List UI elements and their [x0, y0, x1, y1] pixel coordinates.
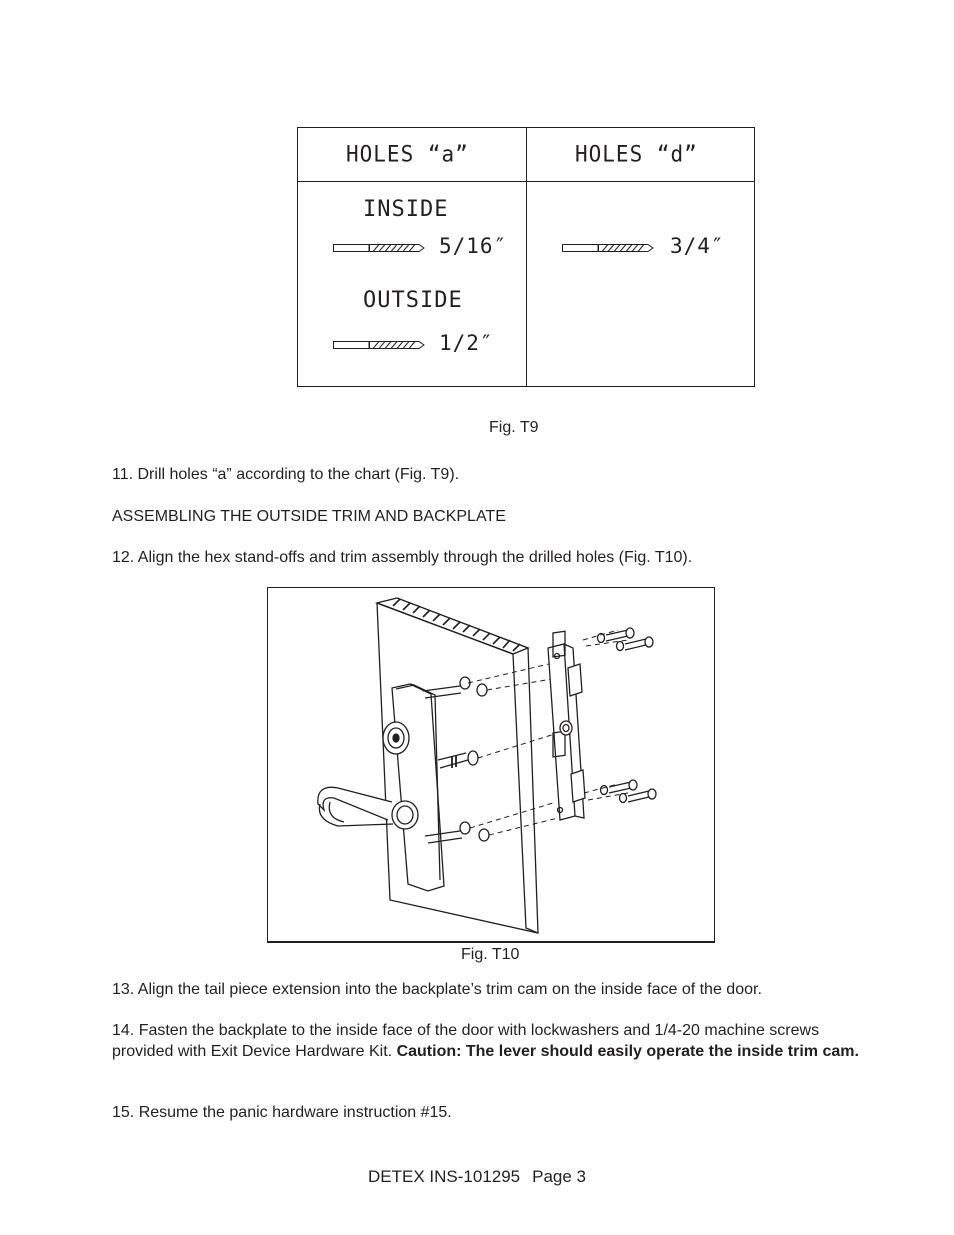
section-heading: ASSEMBLING THE OUTSIDE TRIM AND BACKPLATE	[112, 508, 506, 525]
fig-t9-caption: Fig. T9	[489, 419, 539, 436]
step-15: 15. Resume the panic hardware instruction #15.	[112, 1104, 452, 1121]
footer-doc-id: DETEX INS-101295	[367, 1167, 521, 1186]
fig-t10-illustration	[267, 587, 715, 943]
drill-bit-icon	[333, 339, 425, 351]
step-13: 13. Align the tail piece extension into the backplate’s trim cam on the inside face of the door.	[112, 981, 762, 998]
drill-chart	[297, 127, 755, 387]
fig-t10-caption: Fig. T10	[461, 946, 520, 963]
step-12: 12. Align the hex stand-offs and trim assembly through the drilled holes (Fig. T10).	[112, 549, 693, 566]
inside-label: INSIDE	[363, 197, 449, 222]
step-14-text: 14. Fasten the backplate to the inside face of the door with lockwashers and 1/4-20 machine screws provided with Exit Device Hardware Kit.	[112, 1022, 820, 1060]
door-trim-assembly-drawing	[268, 588, 714, 941]
drill-bit-icon	[333, 242, 425, 254]
outside-label: OUTSIDE	[363, 288, 463, 313]
holes-a-header: HOLES “a”	[346, 141, 469, 167]
outside-drill-size: 1/2″	[439, 331, 494, 355]
chart-column-divider	[526, 128, 527, 386]
step-14	[112, 1021, 862, 1062]
chart-header-divider	[298, 181, 754, 182]
page-footer	[0, 1167, 954, 1187]
holes-d-header: HOLES “d”	[575, 141, 698, 167]
d-drill-size: 3/4″	[670, 234, 725, 258]
step-11: 11. Drill holes “a” according to the chart (Fig. T9).	[112, 466, 460, 483]
inside-drill-size: 5/16″	[439, 234, 508, 258]
footer-page-number: Page 3	[532, 1167, 587, 1186]
drill-bit-icon	[562, 242, 654, 254]
step-14-caution: Caution: The lever should easily operate the inside trim cam.	[396, 1042, 859, 1060]
